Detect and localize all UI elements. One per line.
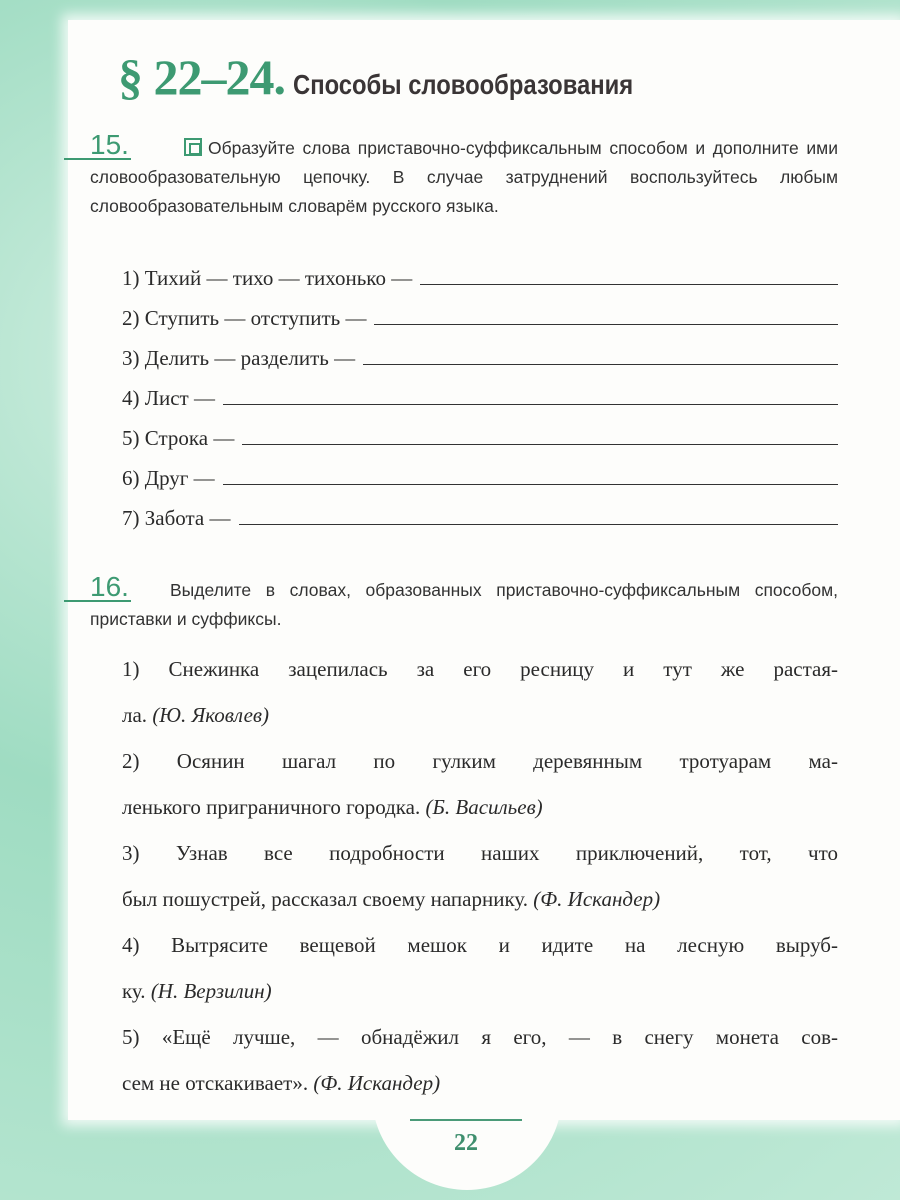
author: (Ю. Яковлев) xyxy=(152,703,270,727)
answer-line[interactable] xyxy=(363,346,838,365)
sentence-line: 3) Узнав все подробности наших приключений, тот, что xyxy=(122,841,838,865)
sentence-line xyxy=(122,876,838,922)
chain-item xyxy=(122,426,838,451)
chain-text: 5) Строка — xyxy=(122,426,235,450)
divider xyxy=(410,1119,522,1121)
section-title: Способы словообразования xyxy=(293,69,634,100)
author: (Б. Васильев) xyxy=(425,795,543,819)
author: (Ф. Искандер) xyxy=(313,1071,441,1095)
chain-text: 1) Тихий — тихо — тихонько — xyxy=(122,266,413,290)
exercise-16-instruction: Выделите в словах, образованных приставочно-суффиксальным способом, приставки и суффиксы. xyxy=(90,580,838,629)
chain-text: 7) Забота — xyxy=(122,506,231,530)
chain-item xyxy=(122,466,838,491)
sentence-line xyxy=(122,1060,838,1106)
chain-item xyxy=(122,346,838,371)
author: (Н. Верзилин) xyxy=(150,979,272,1003)
chain-item xyxy=(122,306,838,331)
sentence-text: ку. xyxy=(122,979,146,1003)
answer-line[interactable] xyxy=(223,386,838,405)
spiral-icon xyxy=(184,138,202,156)
exercise-15-number: 15. xyxy=(64,132,131,160)
sentence-line xyxy=(122,692,838,738)
exercise-15-instruction xyxy=(90,134,838,221)
chain-item xyxy=(122,386,838,411)
chain-text: 2) Ступить — отступить — xyxy=(122,306,367,330)
sentence-text: сем не отскакивает». xyxy=(122,1071,309,1095)
chain-item xyxy=(122,266,838,291)
answer-line[interactable] xyxy=(420,266,838,285)
chain-text: 6) Друг — xyxy=(122,466,215,490)
instruction-text: Образуйте слова приставочно-суффиксальным способом и дополните ими словообразовательную цепочку. В случае затруднений воспользуйтесь любым словообразовательным словарём русского языка. xyxy=(90,138,838,216)
chain-text: 4) Лист — xyxy=(122,386,215,410)
sentence-line xyxy=(122,784,838,830)
sentence-text: был пошустрей, рассказал своему напарнику. xyxy=(122,887,529,911)
chain-item xyxy=(122,506,838,531)
sentence-line: 2) Осянин шагал по гулким деревянным тротуарам ма- xyxy=(122,749,838,773)
exercise-16-number: 16. xyxy=(64,574,131,602)
section-number: § 22–24. xyxy=(118,49,285,105)
answer-line[interactable] xyxy=(239,506,839,525)
author: (Ф. Искандер) xyxy=(533,887,661,911)
answer-line[interactable] xyxy=(374,306,838,325)
sentence-text: ленького приграничного городка. xyxy=(122,795,421,819)
sentence-line: 4) Вытрясите вещевой мешок и идите на лесную выруб- xyxy=(122,933,838,957)
sentence-line: 5) «Ещё лучше, — обнадёжил я его, — в снегу монета сов- xyxy=(122,1025,838,1049)
sentence-line: 1) Снежинка зацепилась за его ресницу и тут же растая- xyxy=(122,657,838,681)
page-number: 22 xyxy=(454,1130,478,1156)
answer-line[interactable] xyxy=(223,466,838,485)
sentence-line xyxy=(122,968,838,1014)
answer-line[interactable] xyxy=(242,426,838,445)
chain-text: 3) Делить — разделить — xyxy=(122,346,356,370)
section-heading xyxy=(118,48,693,106)
sentence-text: ла. xyxy=(122,703,148,727)
